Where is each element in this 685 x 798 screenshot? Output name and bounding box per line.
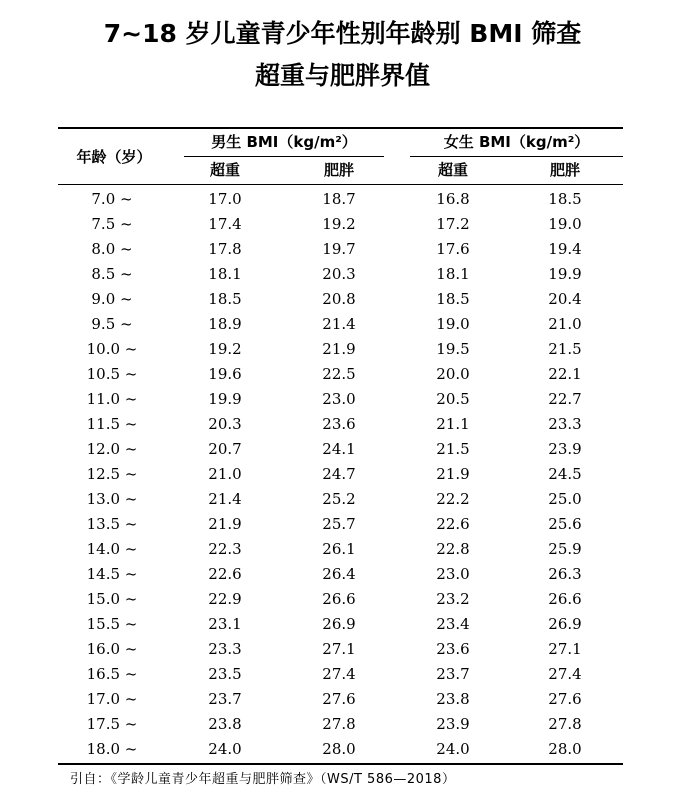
table-body [0,187,685,762]
cell-age: 7.0 ~ [91,190,133,208]
cell-female-overweight: 17.6 [436,240,470,258]
cell-age: 12.0 ~ [86,440,138,458]
cell-male-obese: 24.7 [322,465,356,483]
cell-age: 17.5 ~ [86,715,138,733]
cell-age: 10.5 ~ [86,365,138,383]
cell-female-obese: 22.1 [548,365,582,383]
cell-female-obese: 26.3 [548,565,582,583]
table-row [0,537,685,562]
cell-male-obese: 24.1 [322,440,356,458]
cell-male-overweight: 17.4 [208,215,242,233]
cell-male-obese: 25.2 [322,490,356,508]
cell-male-obese: 28.0 [322,740,356,758]
cell-male-obese: 26.1 [322,540,356,558]
cell-age: 10.0 ~ [86,340,138,358]
cell-female-obese: 26.9 [548,615,582,633]
header-age: 年龄（岁） [76,148,152,166]
cell-male-obese: 26.9 [322,615,356,633]
table-row [0,487,685,512]
header-female-bmi: 女生 BMI（kg/m²） [443,133,590,151]
cell-age: 9.5 ~ [91,315,133,333]
cell-male-overweight: 17.0 [208,190,242,208]
table-row [0,262,685,287]
cell-male-obese: 18.7 [322,190,356,208]
cell-male-obese: 22.5 [322,365,356,383]
table-row [0,562,685,587]
header-male-obese: 肥胖 [323,161,354,179]
table-row [0,387,685,412]
cell-age: 11.5 ~ [86,415,138,433]
cell-male-overweight: 17.8 [208,240,242,258]
cell-female-overweight: 23.2 [436,590,470,608]
header-female-overweight: 超重 [437,161,468,179]
cell-female-obese: 23.9 [548,440,582,458]
cell-age: 8.0 ~ [91,240,133,258]
cell-male-overweight: 24.0 [208,740,242,758]
cell-male-obese: 20.3 [322,265,356,283]
cell-female-obese: 19.0 [548,215,582,233]
cell-female-overweight: 20.0 [436,365,470,383]
cell-female-overweight: 19.5 [436,340,470,358]
cell-male-obese: 25.7 [322,515,356,533]
cell-age: 16.0 ~ [86,640,138,658]
cell-age: 8.5 ~ [91,265,133,283]
cell-female-obese: 27.8 [548,715,582,733]
cell-female-overweight: 23.7 [436,665,470,683]
cell-female-overweight: 17.2 [436,215,470,233]
cell-male-obese: 20.8 [322,290,356,308]
cell-female-overweight: 18.5 [436,290,470,308]
table-row [0,337,685,362]
cell-male-obese: 23.0 [322,390,356,408]
cell-age: 13.5 ~ [86,515,138,533]
document-title-line-2: 超重与肥胖界值 [254,61,430,90]
cell-female-overweight: 23.9 [436,715,470,733]
cell-female-obese: 21.0 [548,315,582,333]
header-female-obese: 肥胖 [549,161,580,179]
document-title-line-1: 7~18 岁儿童青少年性别年龄别 BMI 筛查 [103,19,582,48]
cell-male-overweight: 18.1 [208,265,242,283]
cell-female-overweight: 22.2 [436,490,470,508]
cell-female-overweight: 24.0 [436,740,470,758]
table-bottom-rule [58,763,623,765]
cell-age: 7.5 ~ [91,215,133,233]
table-row [0,312,685,337]
cell-female-overweight: 23.6 [436,640,470,658]
table-row [0,612,685,637]
cell-female-overweight: 22.6 [436,515,470,533]
cell-male-obese: 26.6 [322,590,356,608]
cell-male-overweight: 19.2 [208,340,242,358]
cell-age: 13.0 ~ [86,490,138,508]
cell-male-overweight: 23.3 [208,640,242,658]
cell-male-obese: 21.9 [322,340,356,358]
table-row [0,212,685,237]
cell-age: 15.0 ~ [86,590,138,608]
table-row [0,187,685,212]
table-row [0,737,685,762]
cell-age: 9.0 ~ [91,290,133,308]
table-row [0,587,685,612]
header-male-bmi: 男生 BMI（kg/m²） [211,133,357,151]
cell-female-obese: 24.5 [548,465,582,483]
cell-male-overweight: 22.9 [208,590,242,608]
cell-male-overweight: 20.3 [208,415,242,433]
cell-female-overweight: 22.8 [436,540,470,558]
cell-female-obese: 27.4 [548,665,582,683]
cell-female-overweight: 16.8 [436,190,470,208]
cell-female-obese: 23.3 [548,415,582,433]
cell-female-obese: 27.6 [548,690,582,708]
cell-male-overweight: 21.9 [208,515,242,533]
cell-male-overweight: 23.1 [208,615,242,633]
cell-male-obese: 27.6 [322,690,356,708]
cell-age: 16.5 ~ [86,665,138,683]
table-row [0,712,685,737]
cell-female-overweight: 23.8 [436,690,470,708]
cell-male-obese: 27.8 [322,715,356,733]
table-row [0,437,685,462]
table-row [0,462,685,487]
cell-female-overweight: 23.0 [436,565,470,583]
cell-female-obese: 21.5 [548,340,582,358]
cell-male-obese: 26.4 [322,565,356,583]
cell-female-obese: 18.5 [548,190,582,208]
table-row [0,512,685,537]
cell-male-overweight: 23.8 [208,715,242,733]
cell-female-obese: 19.9 [548,265,582,283]
table-top-rule [58,127,623,129]
cell-age: 12.5 ~ [86,465,138,483]
cell-female-obese: 22.7 [548,390,582,408]
cell-female-obese: 25.6 [548,515,582,533]
cell-female-overweight: 21.9 [436,465,470,483]
cell-age: 18.0 ~ [86,740,138,758]
cell-male-overweight: 19.6 [208,365,242,383]
cell-male-obese: 19.7 [322,240,356,258]
table-row [0,237,685,262]
cell-female-obese: 27.1 [548,640,582,658]
cell-male-overweight: 19.9 [208,390,242,408]
cell-male-overweight: 23.7 [208,690,242,708]
cell-male-overweight: 22.3 [208,540,242,558]
cell-female-overweight: 21.1 [436,415,470,433]
cell-female-obese: 20.4 [548,290,582,308]
header-male-subrule [184,156,384,157]
cell-male-overweight: 18.5 [208,290,242,308]
cell-male-obese: 27.1 [322,640,356,658]
cell-male-overweight: 18.9 [208,315,242,333]
cell-male-obese: 19.2 [322,215,356,233]
cell-female-overweight: 18.1 [436,265,470,283]
table-row [0,287,685,312]
cell-female-overweight: 23.4 [436,615,470,633]
cell-male-obese: 21.4 [322,315,356,333]
cell-male-overweight: 23.5 [208,665,242,683]
cell-age: 14.0 ~ [86,540,138,558]
cell-male-overweight: 21.4 [208,490,242,508]
table-row [0,662,685,687]
table-row [0,412,685,437]
cell-male-overweight: 22.6 [208,565,242,583]
table-header-rule [58,184,623,185]
header-male-overweight: 超重 [209,161,240,179]
table-row [0,362,685,387]
cell-male-overweight: 21.0 [208,465,242,483]
cell-male-obese: 27.4 [322,665,356,683]
header-female-subrule [410,156,623,157]
table-row [0,637,685,662]
cell-male-obese: 23.6 [322,415,356,433]
source-citation: 引自：《学龄儿童青少年超重与肥胖筛查》（WS/T 586—2018） [70,772,456,787]
cell-female-obese: 25.0 [548,490,582,508]
cell-male-overweight: 20.7 [208,440,242,458]
cell-age: 14.5 ~ [86,565,138,583]
cell-female-overweight: 20.5 [436,390,470,408]
cell-age: 15.5 ~ [86,615,138,633]
cell-female-obese: 19.4 [548,240,582,258]
cell-female-overweight: 21.5 [436,440,470,458]
table-row [0,687,685,712]
cell-age: 11.0 ~ [86,390,138,408]
cell-female-obese: 26.6 [548,590,582,608]
cell-age: 17.0 ~ [86,690,138,708]
cell-female-obese: 28.0 [548,740,582,758]
cell-female-overweight: 19.0 [436,315,470,333]
cell-female-obese: 25.9 [548,540,582,558]
